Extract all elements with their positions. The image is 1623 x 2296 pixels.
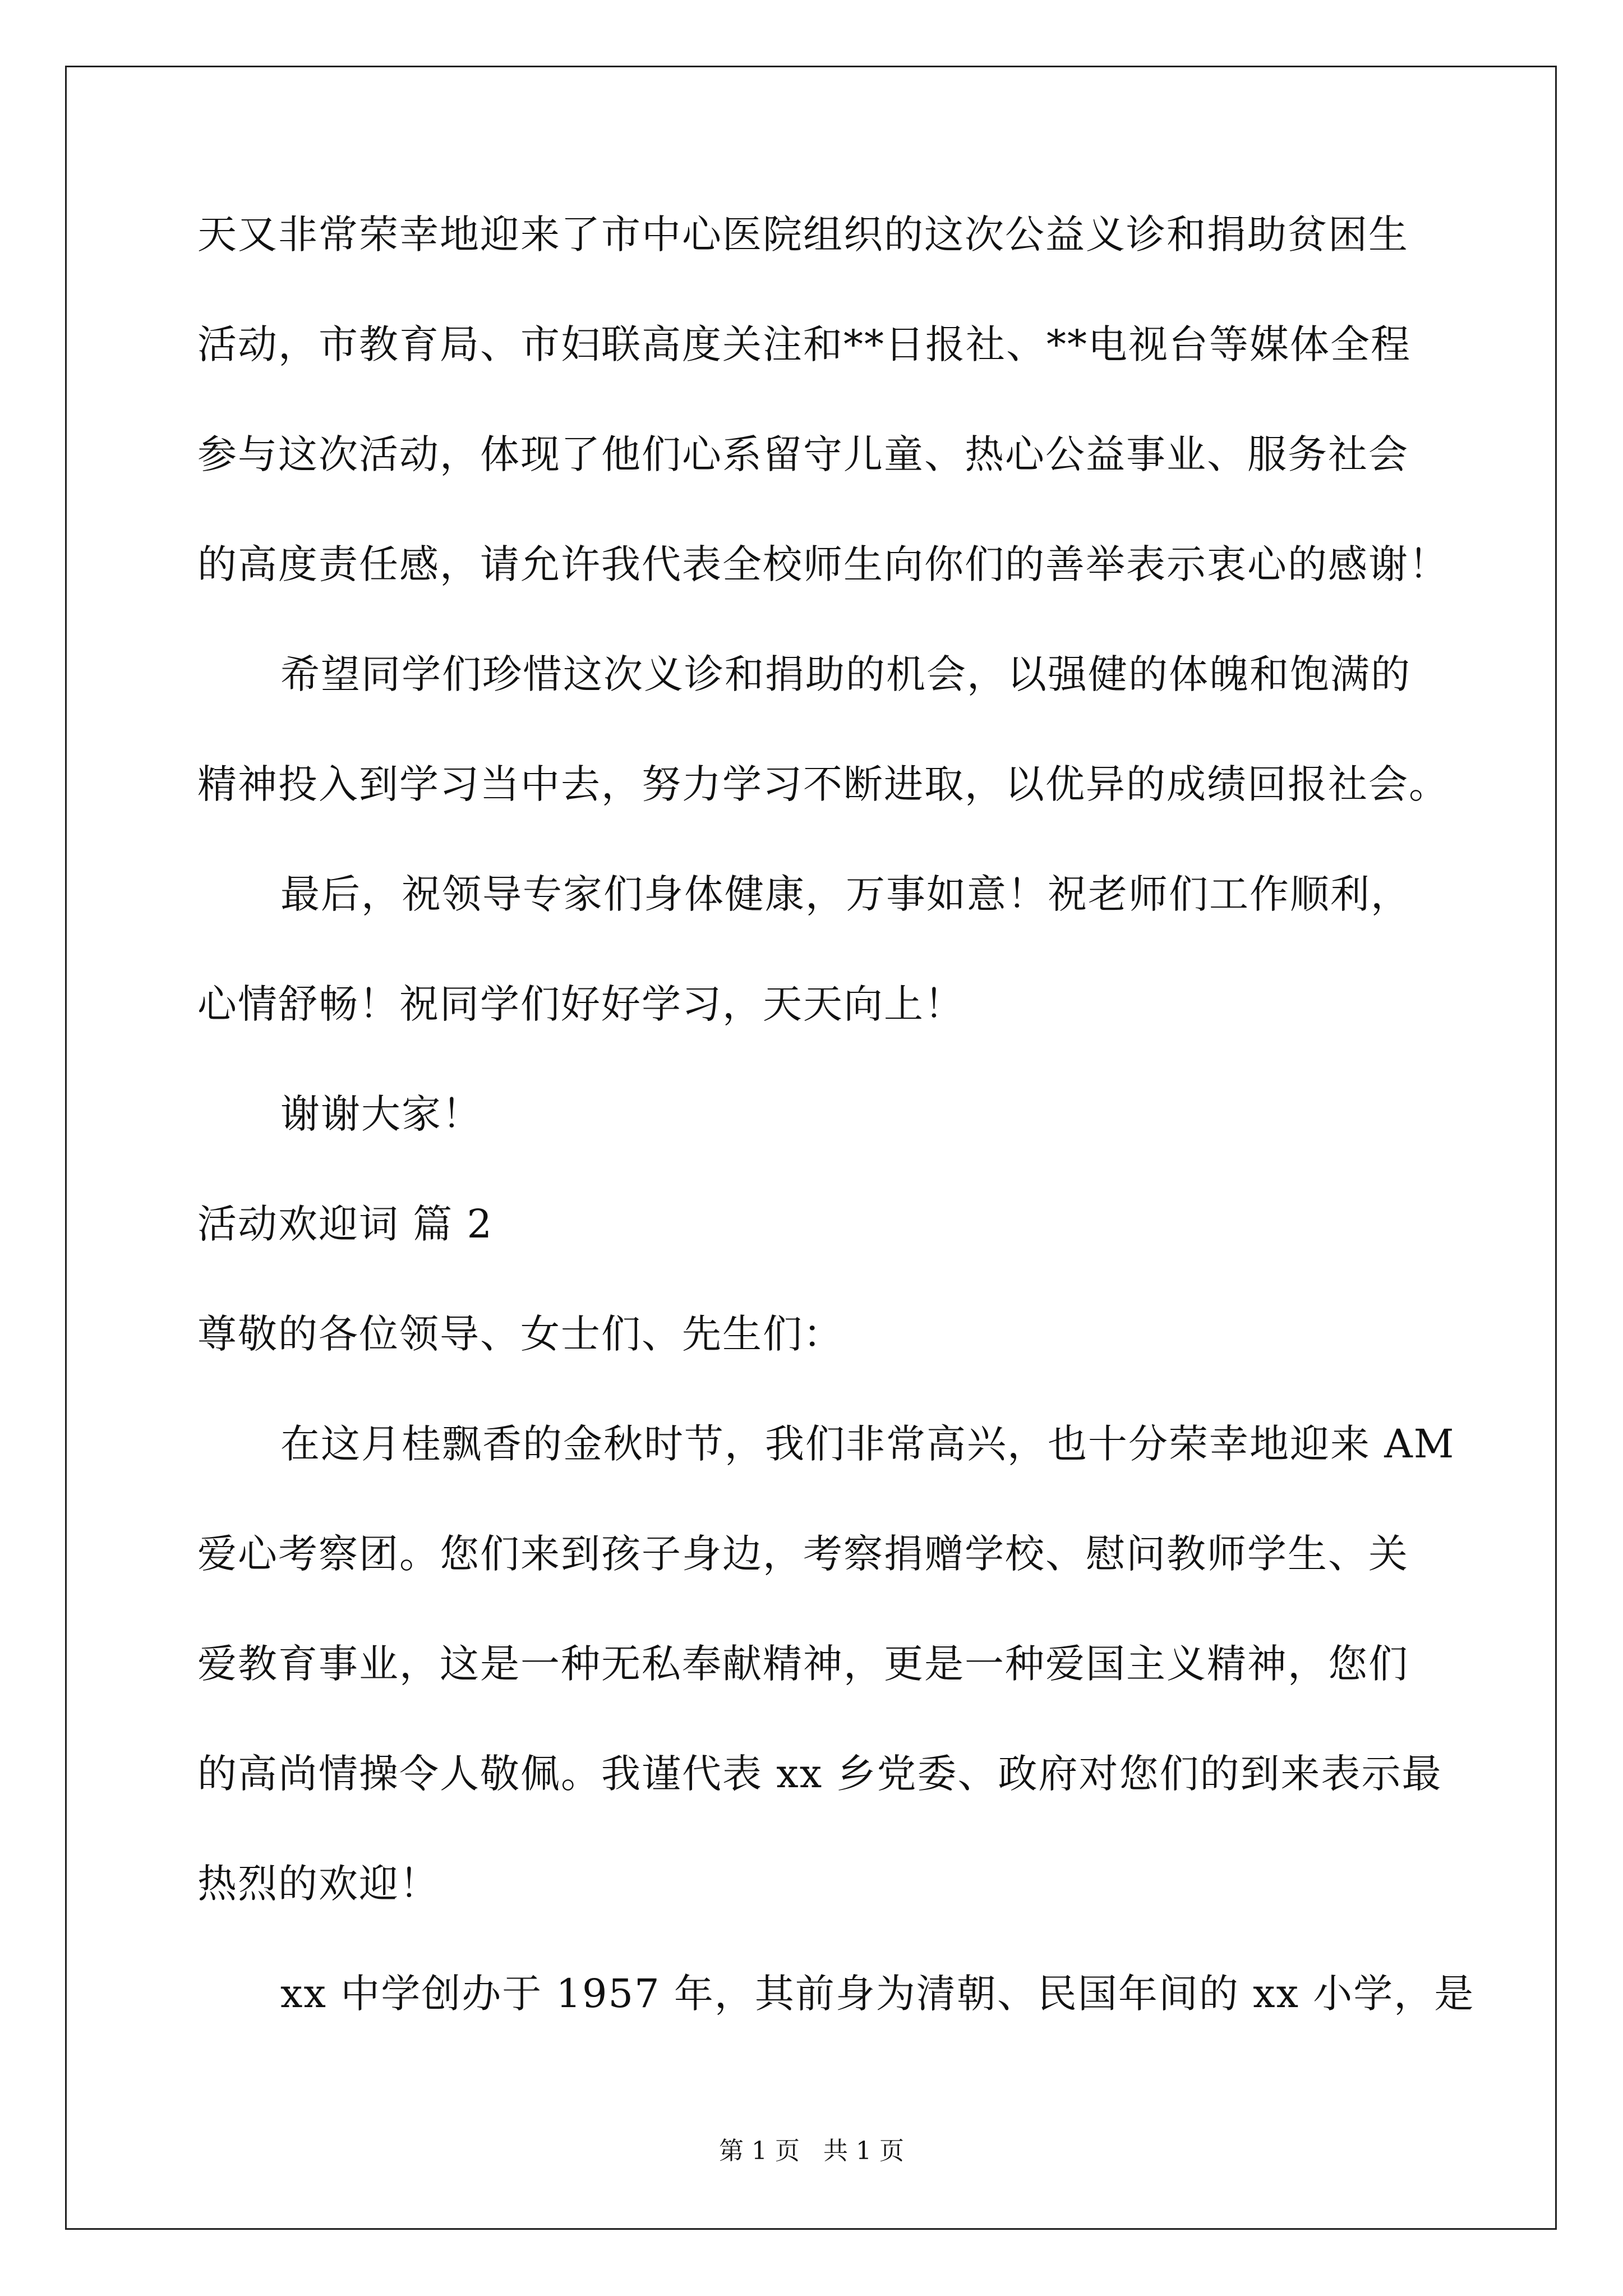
paragraph-line: 谢谢大家！ — [280, 1091, 482, 1137]
page-number: 第 1 页 — [719, 2137, 800, 2165]
paragraph-line: 心情舒畅！祝同学们好好学习，天天向上！ — [197, 981, 965, 1027]
paragraph-line: 爱教育事业，这是一种无私奉献精神，更是一种爱国主义精神，您们 — [197, 1641, 1409, 1687]
paragraph-line: 精神投入到学习当中去，努力学习不断进取，以优异的成绩回报社会。 — [197, 761, 1449, 807]
page-total: 共 1 页 — [823, 2137, 904, 2165]
paragraph-line: 希望同学们珍惜这次义诊和捐助的机会，以强健的体魄和饱满的 — [280, 651, 1411, 697]
section-heading: 活动欢迎词 篇 2 — [197, 1201, 494, 1247]
paragraph-line: 活动，市教育局、市妇联高度关注和**日报社、**电视台等媒体全程 — [197, 321, 1411, 367]
paragraph-line: 热烈的欢迎！ — [197, 1861, 440, 1907]
paragraph-line: 爱心考察团。您们来到孩子身边，考察捐赠学校、慰问教师学生、关 — [197, 1531, 1409, 1577]
paragraph-line: 最后，祝领导专家们身体健康，万事如意！祝老师们工作顺利， — [280, 871, 1411, 917]
paragraph-line: 在这月桂飘香的金秋时节，我们非常高兴，也十分荣幸地迎来 AM — [280, 1421, 1455, 1467]
paragraph-line: xx 中学创办于 1957 年，其前身为清朝、民国年间的 xx 小学，是 — [280, 1971, 1475, 2017]
paragraph-line: 的高尚情操令人敬佩。我谨代表 xx 乡党委、政府对您们的到来表示最 — [197, 1751, 1442, 1797]
paragraph-line: 天又非常荣幸地迎来了市中心医院组织的这次公益义诊和捐助贫困生 — [197, 211, 1409, 257]
paragraph-line: 参与这次活动，体现了他们心系留守儿童、热心公益事业、服务社会 — [197, 431, 1409, 477]
paragraph-line: 的高度责任感，请允许我代表全校师生向你们的善举表示衷心的感谢！ — [197, 541, 1449, 587]
salutation: 尊敬的各位领导、女士们、先生们： — [197, 1311, 843, 1357]
page-footer — [0, 2134, 1623, 2168]
